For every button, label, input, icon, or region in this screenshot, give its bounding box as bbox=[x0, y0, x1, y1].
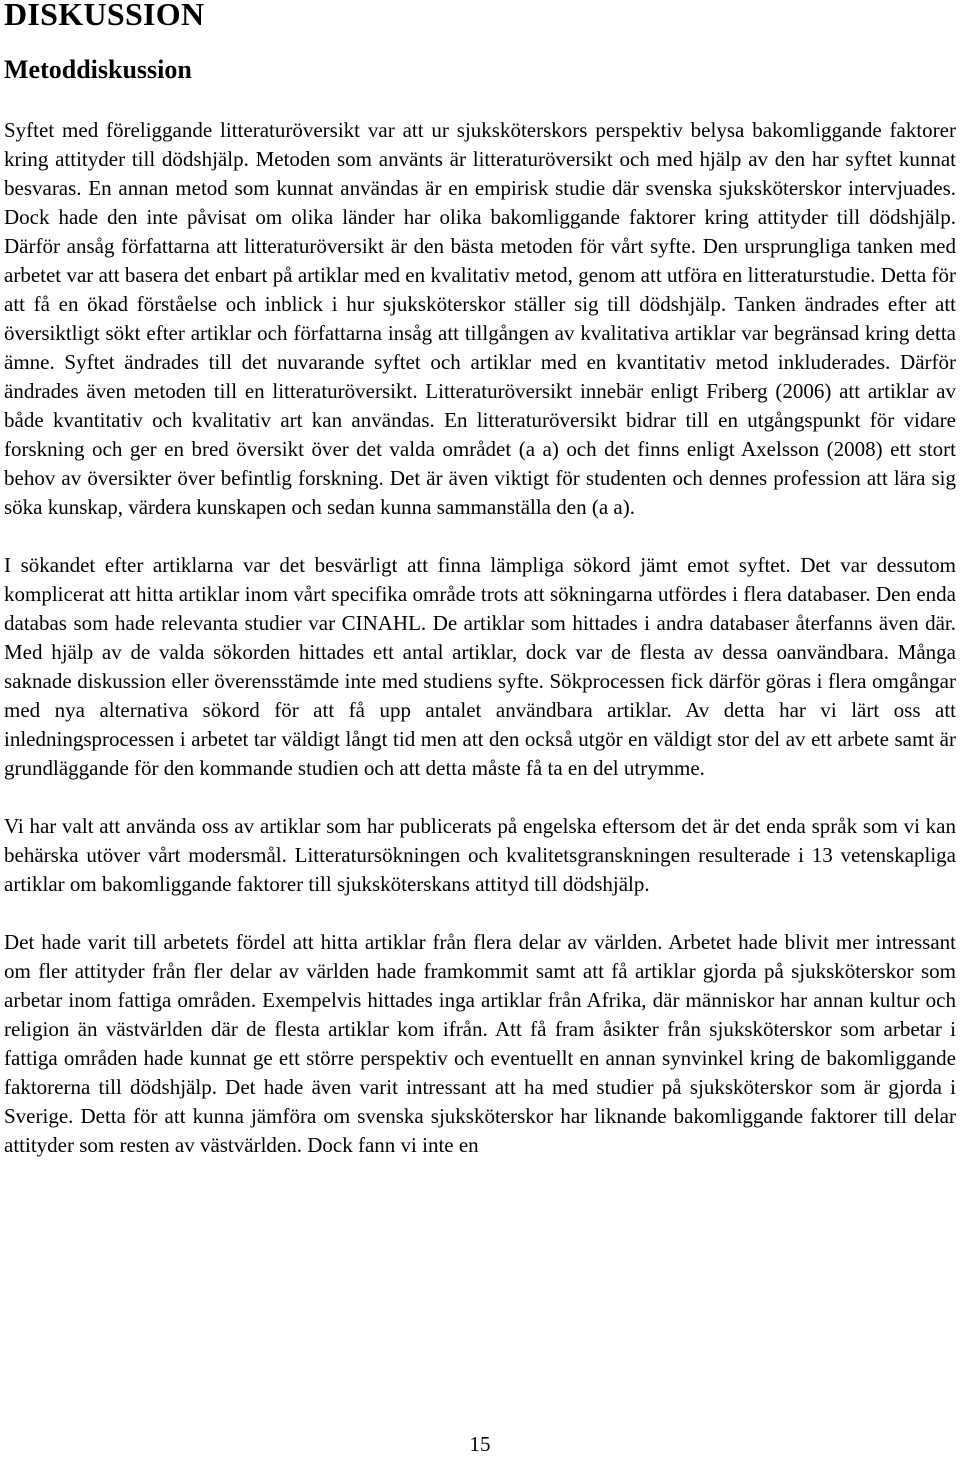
paragraph-search-process: I sökandet efter artiklarna var det besvärligt att finna lämpliga sökord jämt emot syftet. Det var dessutom komplicerat att hitta artiklar inom vårt specifika område trots att sökningarna utfördes i flera databaser. Den enda databas som hade relevanta studier var CINAHL. De artiklar som hittades i andra databaser återfanns även där. Med hjälp av de valda sökorden hittades ett antal artiklar, dock var de flesta av dessa oanvändbara. Många saknade diskussion eller överensstämde inte med studiens syfte. Sökprocessen fick därför göras i flera omgångar med nya alternativa sökord för att få upp antalet användbara artiklar. Av detta har vi lärt oss att inledningsprocessen i arbetet tar väldigt långt tid men att den också utgör en väldigt stor del av ett arbete samt är grundläggande för den kommande studien och att detta måste få ta en del utrymme. bbox=[4, 553, 956, 780]
page-number: 15 bbox=[469, 1432, 491, 1456]
paragraph-method-choice: Syftet med föreliggande litteraturöversikt var att ur sjuksköterskors perspektiv belysa bakomliggande faktorer kring attityder till dödshjälp. Metoden som använts är litteraturöversikt och med hjälp av den har syftet kunnat besvaras. En annan metod som kunnat användas är en empirisk studie där svenska sjuksköterskor intervjuades. Dock hade den inte påvisat om olika länder har olika bakomliggande faktorer kring attityder till dödshjälp. Därför ansåg författarna att litteraturöversikt är den bästa metoden för vårt syfte. Den ursprungliga tanken med arbetet var att basera det enbart på artiklar med en kvalitativ metod, genom att utföra en litteraturstudie. Detta för att få en ökad förståelse och inblick i hur sjuksköterskor ställer sig till dödshjälp. Tanken ändrades efter att översiktligt sökt efter artiklar och författarna insåg att tillgången av kvalitativa artiklar var begränsad kring detta ämne. Syftet ändrades till det nuvarande syftet och artiklar med en kvantitativ metod inkluderades. Därför ändrades även metoden till en litteraturöversikt. Litteraturöversikt innebär enligt Friberg (2006) att artiklar av både kvantitativ och kvalitativ art kan användas. En litteraturöversikt bidrar till en utgångspunkt för vidare forskning och ger en bred översikt över det valda området (a a) och det finns enligt Axelsson (2008) ett stort behov av översikter över befintlig forskning. Det är även viktigt för studenten och dennes profession att lära sig söka kunskap, värdera kunskapen och sedan kunna sammanställa den (a a). bbox=[4, 118, 956, 519]
paragraph-language-selection: Vi har valt att använda oss av artiklar som har publicerats på engelska eftersom det är det enda språk som vi kan behärska utöver vårt modersmål. Litteratursökningen och kvalitetsgranskningen resulterade i 13 vetenskapliga artiklar om bakomliggande faktorer till sjuksköterskans attityd till dödshjälp. bbox=[4, 814, 956, 896]
paragraph-geographic-scope: Det hade varit till arbetets fördel att hitta artiklar från flera delar av världen. Arbetet hade blivit mer intressant om fler attityder från fler delar av världen hade framkommit samt att få artiklar gjorda på sjuksköterskor som arbetar inom fattiga områden. Exempelvis hittades inga artiklar från Afrika, där människor har annan kultur och religion än västvärlden där de flesta artiklar kom ifrån. Att få fram åsikter från sjuksköterskor som arbetar i fattiga områden hade kunnat ge ett större perspektiv och eventuellt en annan synvinkel kring de bakomliggande faktorerna till dödshjälp. Det hade även varit intressant att ha med studier på sjuksköterskor som är gjorda i Sverige. Detta för att kunna jämföra om svenska sjuksköterskor har liknande bakomliggande faktorer till delar attityder som resten av västvärlden. Dock fann vi inte en bbox=[4, 930, 956, 1157]
section-heading: DISKUSSION bbox=[4, 0, 205, 32]
body-text bbox=[4, 116, 956, 1189]
subsection-heading: Metoddiskussion bbox=[4, 55, 192, 84]
